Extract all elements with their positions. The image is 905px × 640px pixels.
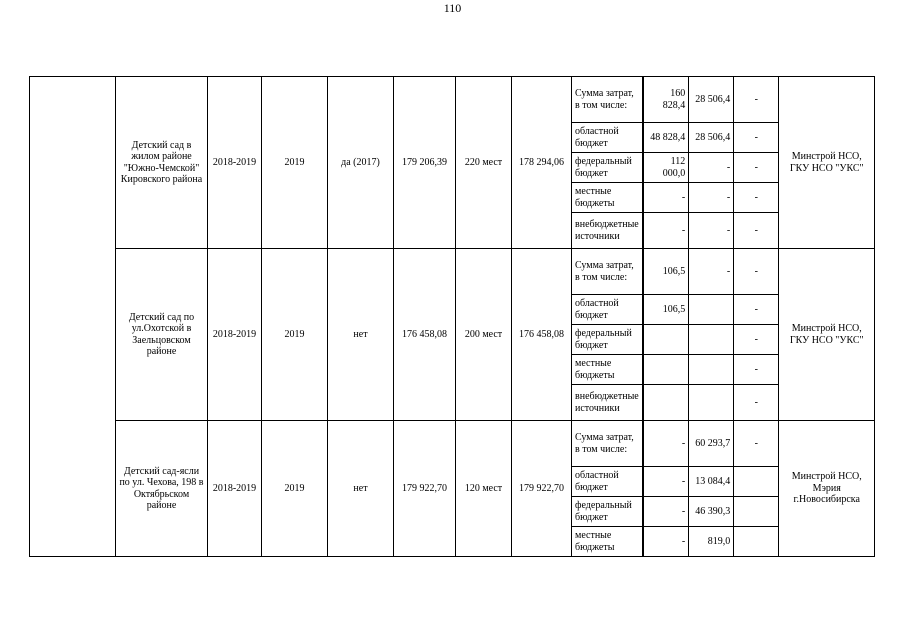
value-cell-3: - xyxy=(734,355,779,385)
value-cell-2 xyxy=(689,295,734,325)
year-cell: 2019 xyxy=(262,421,328,557)
value-cell-3: - xyxy=(734,421,779,467)
value-cell-3: - xyxy=(734,77,779,123)
value-cell-2: 13 084,4 xyxy=(689,467,734,497)
flag-cell: нет xyxy=(328,421,394,557)
value-cell-1 xyxy=(643,325,689,355)
funding-source-cell: федеральный бюджет xyxy=(572,497,643,527)
value-cell-1: - xyxy=(643,527,689,557)
value-cell-3 xyxy=(734,497,779,527)
value-cell-1 xyxy=(643,385,689,421)
funding-source-cell: федеральный бюджет xyxy=(572,153,643,183)
value-cell-1: 106,5 xyxy=(643,295,689,325)
year-cell: 2019 xyxy=(262,249,328,421)
value-cell-1: - xyxy=(643,467,689,497)
value-cell-3: - xyxy=(734,385,779,421)
funding-source-cell: местные бюджеты xyxy=(572,183,643,213)
funding-source-cell: внебюджетные источники xyxy=(572,213,643,249)
cost-cell: 176 458,08 xyxy=(394,249,456,421)
table-body xyxy=(30,77,875,557)
value-cell-1: - xyxy=(643,497,689,527)
table-row xyxy=(30,249,875,295)
value-cell-3 xyxy=(734,527,779,557)
flag-cell: да (2017) xyxy=(328,77,394,249)
funding-source-cell: местные бюджеты xyxy=(572,355,643,385)
value-cell-2 xyxy=(689,385,734,421)
funding-source-cell: областной бюджет xyxy=(572,123,643,153)
capacity-cell: 220 мест xyxy=(456,77,512,249)
funding-source-cell: внебюджетные источники xyxy=(572,385,643,421)
value-cell-1: 48 828,4 xyxy=(643,123,689,153)
responsible-cell: Минстрой НСО, ГКУ НСО "УКС" xyxy=(779,77,875,249)
value-cell-2 xyxy=(689,325,734,355)
value-cell-2: 60 293,7 xyxy=(689,421,734,467)
value-cell-3: - xyxy=(734,153,779,183)
object-name-cell: Детский сад в жилом районе "Южно-Чемской" Кировского района xyxy=(116,77,208,249)
value-cell-2: 819,0 xyxy=(689,527,734,557)
value-cell-3: - xyxy=(734,295,779,325)
value-cell-2: 28 506,4 xyxy=(689,123,734,153)
value-cell-2: - xyxy=(689,153,734,183)
funding-source-cell: Сумма затрат, в том числе: xyxy=(572,249,643,295)
value-cell-2: - xyxy=(689,213,734,249)
cost-cell: 179 206,39 xyxy=(394,77,456,249)
object-name-cell: Детский сад по ул.Охотской в Заельцовском районе xyxy=(116,249,208,421)
value-cell-1: - xyxy=(643,213,689,249)
table-row xyxy=(30,421,875,467)
estimate-cell: 178 294,06 xyxy=(512,77,572,249)
funding-source-cell: Сумма затрат, в том числе: xyxy=(572,77,643,123)
period-cell: 2018-2019 xyxy=(208,249,262,421)
value-cell-2: - xyxy=(689,249,734,295)
estimate-cell: 179 922,70 xyxy=(512,421,572,557)
value-cell-3 xyxy=(734,467,779,497)
value-cell-2: - xyxy=(689,183,734,213)
estimate-cell: 176 458,08 xyxy=(512,249,572,421)
capacity-cell: 200 мест xyxy=(456,249,512,421)
cost-cell: 179 922,70 xyxy=(394,421,456,557)
year-cell: 2019 xyxy=(262,77,328,249)
value-cell-1 xyxy=(643,355,689,385)
value-cell-3: - xyxy=(734,213,779,249)
value-cell-1: 106,5 xyxy=(643,249,689,295)
responsible-cell: Минстрой НСО, ГКУ НСО "УКС" xyxy=(779,249,875,421)
value-cell-3: - xyxy=(734,183,779,213)
value-cell-3: - xyxy=(734,325,779,355)
blank-cell xyxy=(30,77,116,557)
table-row xyxy=(30,77,875,123)
funding-source-cell: местные бюджеты xyxy=(572,527,643,557)
page-number: 110 xyxy=(443,1,462,15)
period-cell: 2018-2019 xyxy=(208,421,262,557)
value-cell-2 xyxy=(689,355,734,385)
funding-source-cell: областной бюджет xyxy=(572,295,643,325)
investment-table xyxy=(29,76,875,557)
value-cell-3: - xyxy=(734,123,779,153)
responsible-cell: Минстрой НСО, Мэрия г.Новосибирска xyxy=(779,421,875,557)
value-cell-3: - xyxy=(734,249,779,295)
value-cell-1: 160 828,4 xyxy=(643,77,689,123)
funding-source-cell: федеральный бюджет xyxy=(572,325,643,355)
value-cell-1: - xyxy=(643,421,689,467)
funding-source-cell: Сумма затрат, в том числе: xyxy=(572,421,643,467)
value-cell-2: 28 506,4 xyxy=(689,77,734,123)
funding-source-cell: областной бюджет xyxy=(572,467,643,497)
capacity-cell: 120 мест xyxy=(456,421,512,557)
value-cell-1: - xyxy=(643,183,689,213)
period-cell: 2018-2019 xyxy=(208,77,262,249)
object-name-cell: Детский сад-ясли по ул. Чехова, 198 в Октябрьском районе xyxy=(116,421,208,557)
value-cell-2: 46 390,3 xyxy=(689,497,734,527)
flag-cell: нет xyxy=(328,249,394,421)
value-cell-1: 112 000,0 xyxy=(643,153,689,183)
